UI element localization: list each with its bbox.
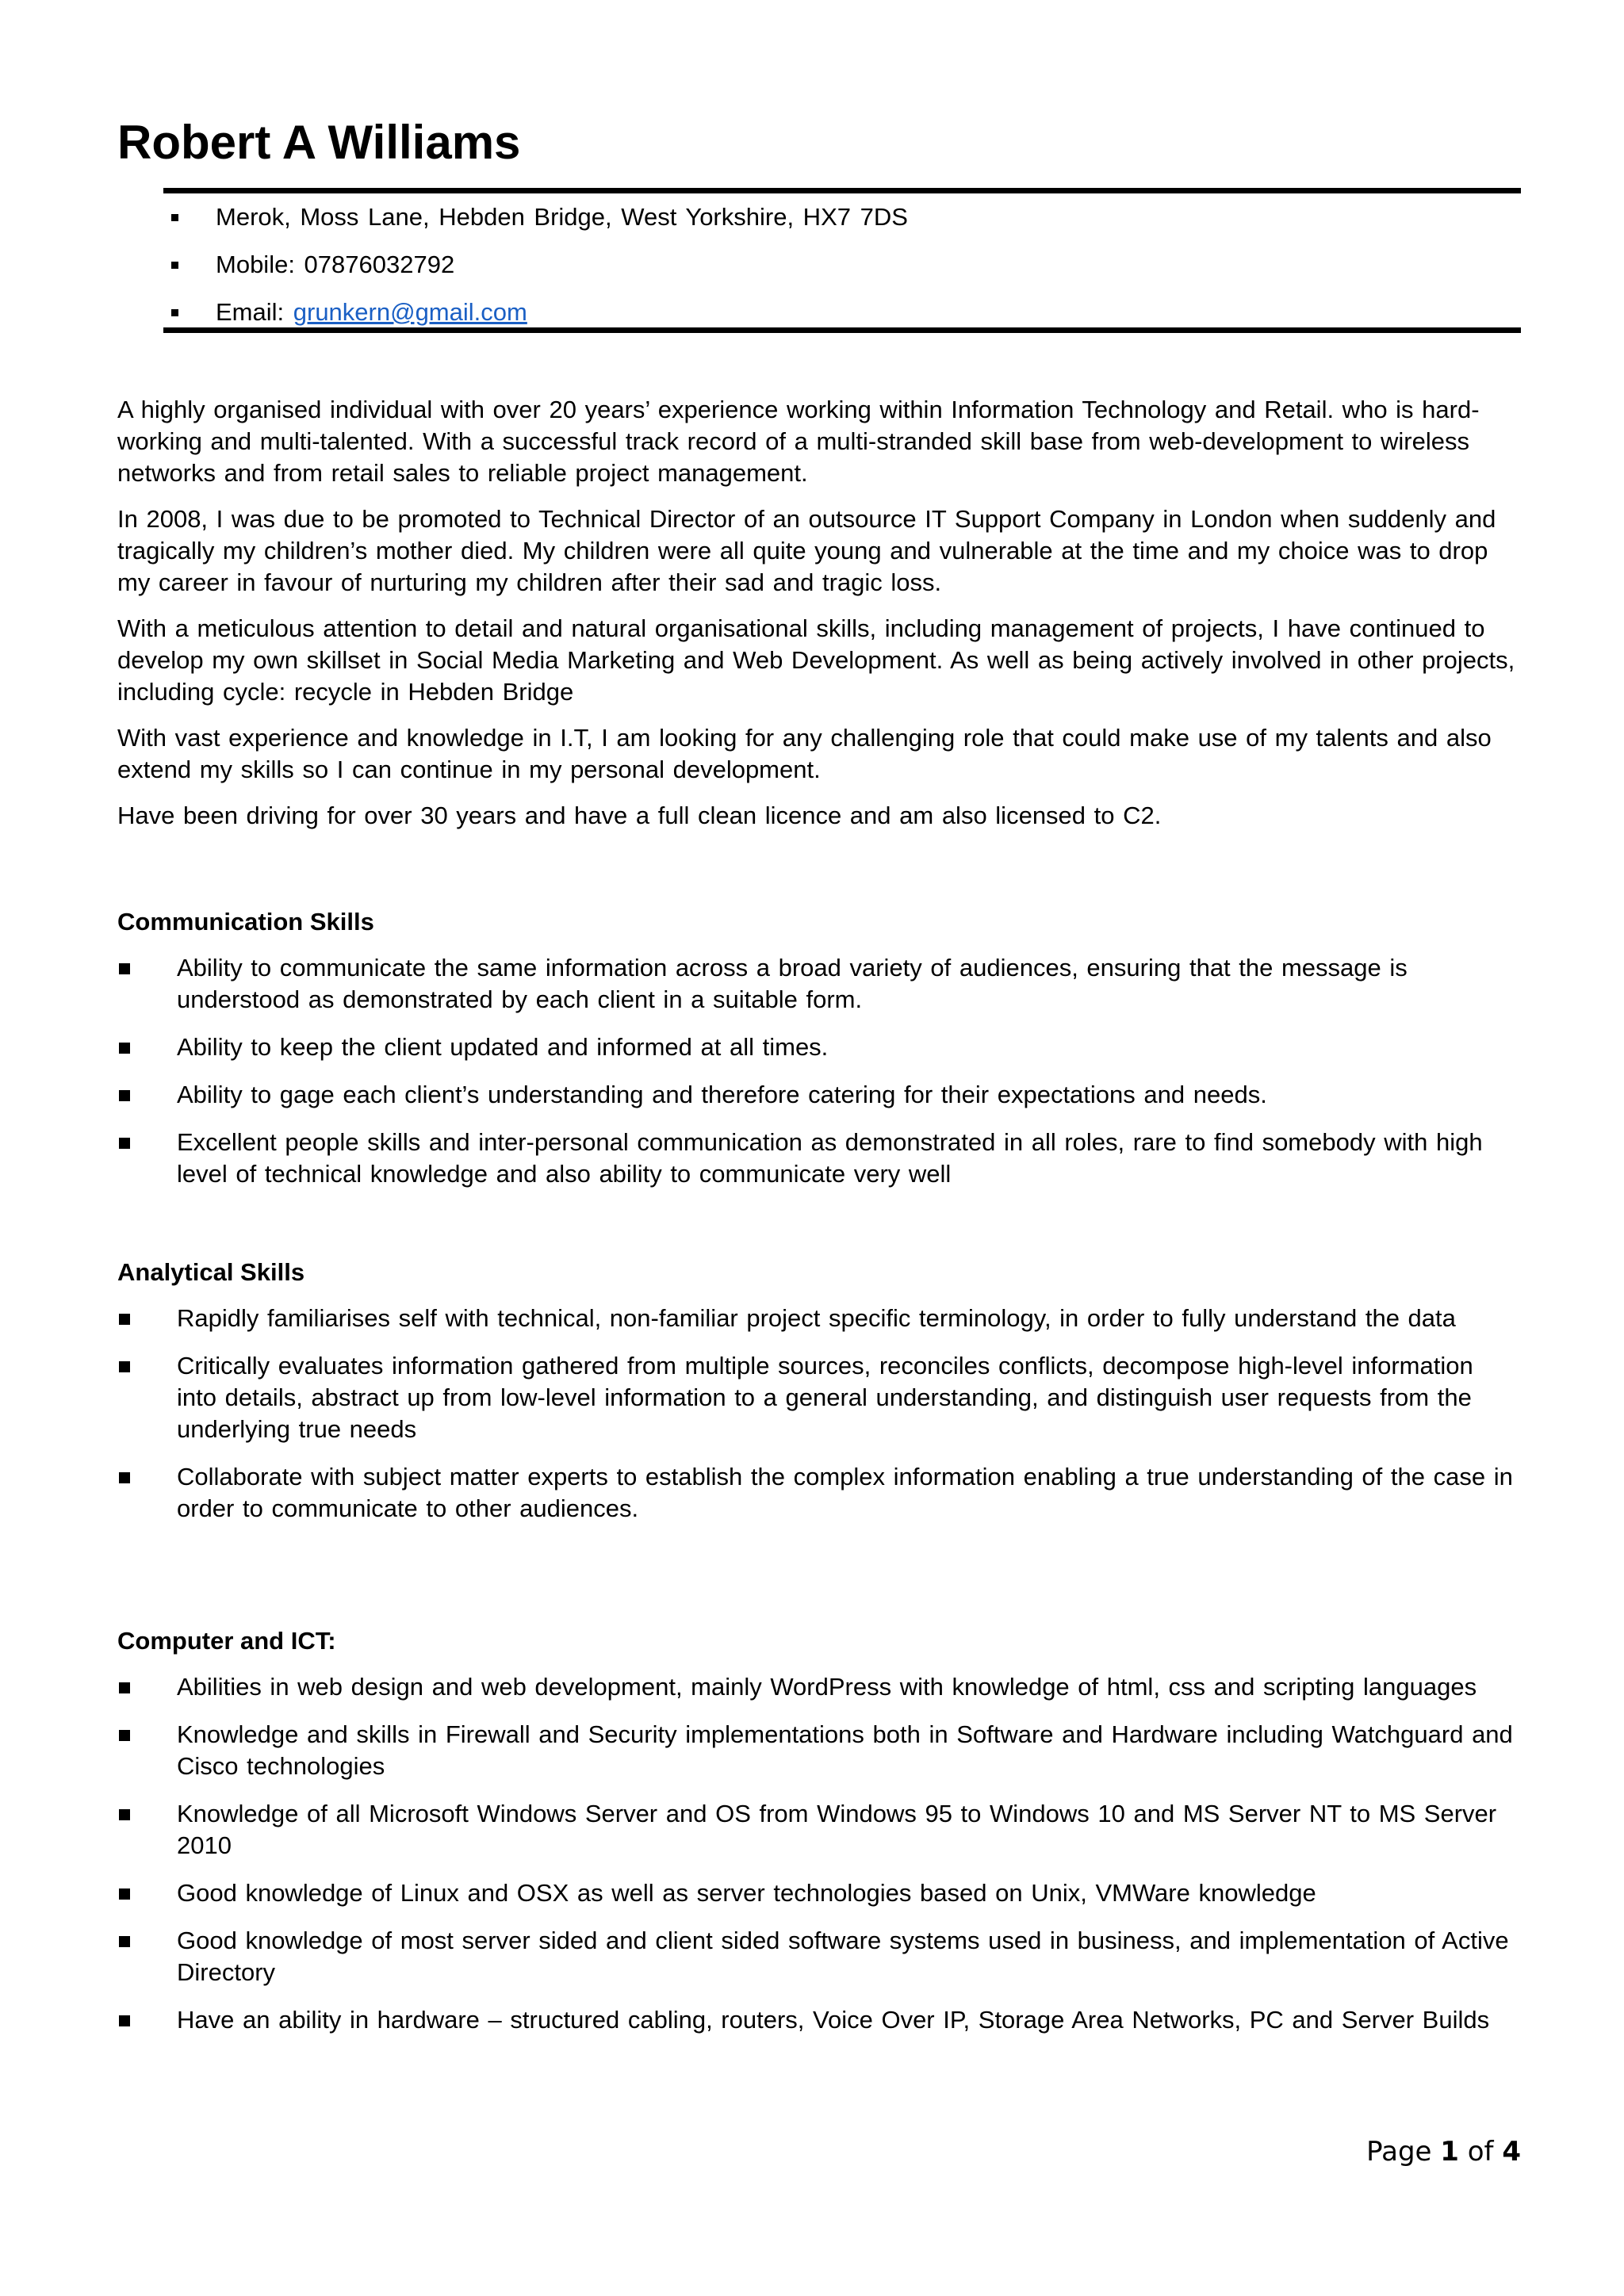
skill-item: [117, 1303, 1521, 1334]
contact-list: [163, 193, 1521, 336]
of-word: of: [1458, 2136, 1503, 2168]
skill-item: [117, 952, 1521, 1016]
square-bullet-icon: [119, 1138, 130, 1149]
email-label: Email:: [216, 298, 293, 326]
skill-item: [117, 1461, 1521, 1525]
candidate-name: Robert A Williams: [117, 116, 521, 169]
skill-text: Good knowledge of most server sided and client sided software systems used in business, and implementation of Active Directory: [177, 1927, 1509, 1986]
skill-text: Knowledge of all Microsoft Windows Server and OS from Windows 95 to Windows 10 and MS Server NT to MS Server 2010: [177, 1800, 1497, 1859]
contact-address: [163, 193, 1521, 241]
skill-text: Ability to communicate the same information across a broad variety of audiences, ensuring that the message is understood as demonstrated by each client in a suitable form.: [177, 954, 1408, 1013]
square-bullet-icon: [119, 1936, 130, 1947]
square-bullet-icon: [119, 1809, 130, 1820]
skill-item: [117, 1350, 1521, 1445]
skill-item: [117, 1719, 1521, 1782]
square-bullet-icon: [119, 1472, 130, 1483]
analytical-skills-section: [117, 1257, 1521, 1540]
address-text: Merok, Moss Lane, Hebden Bridge, West Yorkshire, HX7 7DS: [216, 203, 908, 231]
skill-text: Abilities in web design and web development, mainly WordPress with knowledge of html, css and scripting languages: [177, 1673, 1477, 1701]
skill-text: Ability to keep the client updated and informed at all times.: [177, 1033, 829, 1061]
section-heading: Computer and ICT:: [117, 1627, 336, 1655]
square-bullet-icon: [119, 1730, 130, 1741]
summary-paragraph: With a meticulous attention to detail and natural organisational skills, including management of projects, I have continued to develop my own skillset in Social Media Marketing and Web Development. As well as being actively involved in other projects, including cycle: recycle in Hebden Bridge: [117, 614, 1515, 706]
square-bullet-icon: [119, 1314, 130, 1325]
summary-paragraph: In 2008, I was due to be promoted to Technical Director of an outsource IT Support Company in London when suddenly and tragically my children’s mother died. My children were all quite young and vulnerable at the time and my choice was to drop my career in favour of nurturing my children after their sad and tragic loss.: [117, 505, 1496, 596]
skills-list: [117, 952, 1521, 1190]
square-bullet-icon: [119, 1043, 130, 1054]
skill-item: [117, 1079, 1521, 1111]
summary-paragraph: Have been driving for over 30 years and have a full clean licence and am also licensed to C2.: [117, 802, 1162, 829]
skills-list: [117, 1303, 1521, 1525]
square-bullet-icon: [171, 214, 178, 221]
square-bullet-icon: [119, 1888, 130, 1900]
skill-item: [117, 1798, 1521, 1862]
current-page: 1: [1440, 2136, 1459, 2168]
total-pages: 4: [1502, 2136, 1521, 2168]
skill-item: [117, 1925, 1521, 1988]
page-number: [1366, 2134, 1521, 2169]
header-top-rule: [163, 188, 1521, 193]
summary-paragraph: A highly organised individual with over 20 years’ experience working within Information Technology and Retail. who is hard-working and multi-talented. With a successful track record of a multi-stranded skill base from web-development to wireless networks and from retail sales to reliable project management.: [117, 396, 1480, 487]
square-bullet-icon: [119, 1682, 130, 1693]
skill-item: [117, 1127, 1521, 1190]
section-heading: Analytical Skills: [117, 1258, 305, 1286]
skill-text: Critically evaluates information gathered from multiple sources, reconciles conflicts, decompose high-level information into details, abstract up from low-level information to a general understanding, and distinguish user requests from the underlying true needs: [177, 1352, 1473, 1443]
square-bullet-icon: [119, 1361, 130, 1372]
square-bullet-icon: [171, 309, 178, 316]
contact-mobile: [163, 241, 1521, 289]
skill-text: Have an ability in hardware – structured cabling, routers, Voice Over IP, Storage Area Networks, PC and Server Builds: [177, 2006, 1490, 2034]
communication-skills-section: [117, 906, 1521, 1206]
square-bullet-icon: [119, 963, 130, 974]
page-word: Page: [1366, 2136, 1441, 2168]
square-bullet-icon: [119, 2015, 130, 2026]
skill-item: [117, 1671, 1521, 1703]
skills-list: [117, 1671, 1521, 2036]
summary-paragraph: With vast experience and knowledge in I.T, I am looking for any challenging role that could make use of my talents and also extend my skills so I can continue in my personal development.: [117, 724, 1492, 783]
summary-section: [117, 394, 1521, 846]
header-bottom-rule: [163, 327, 1521, 333]
skill-text: Good knowledge of Linux and OSX as well as server technologies based on Unix, VMWare knowledge: [177, 1879, 1316, 1907]
skill-text: Excellent people skills and inter-personal communication as demonstrated in all roles, rare to find somebody with high level of technical knowledge and also ability to communicate very well: [177, 1128, 1483, 1188]
section-heading: Communication Skills: [117, 908, 374, 936]
email-link[interactable]: grunkern@gmail.com: [293, 298, 527, 326]
skill-item: [117, 2004, 1521, 2036]
skill-text: Knowledge and skills in Firewall and Security implementations both in Software and Hardware including Watchguard and Cisco technologies: [177, 1720, 1513, 1780]
square-bullet-icon: [171, 262, 178, 269]
mobile-text: Mobile: 07876032792: [216, 251, 455, 278]
skill-text: Rapidly familiarises self with technical, non-familiar project specific terminology, in order to fully understand the data: [177, 1304, 1456, 1332]
skill-item: [117, 1877, 1521, 1909]
skill-text: Collaborate with subject matter experts to establish the complex information enabling a true understanding of the case in order to communicate to other audiences.: [177, 1463, 1513, 1522]
computer-ict-section: [117, 1625, 1521, 2052]
skill-item: [117, 1031, 1521, 1063]
skill-text: Ability to gage each client’s understanding and therefore catering for their expectations and needs.: [177, 1081, 1267, 1108]
square-bullet-icon: [119, 1090, 130, 1101]
